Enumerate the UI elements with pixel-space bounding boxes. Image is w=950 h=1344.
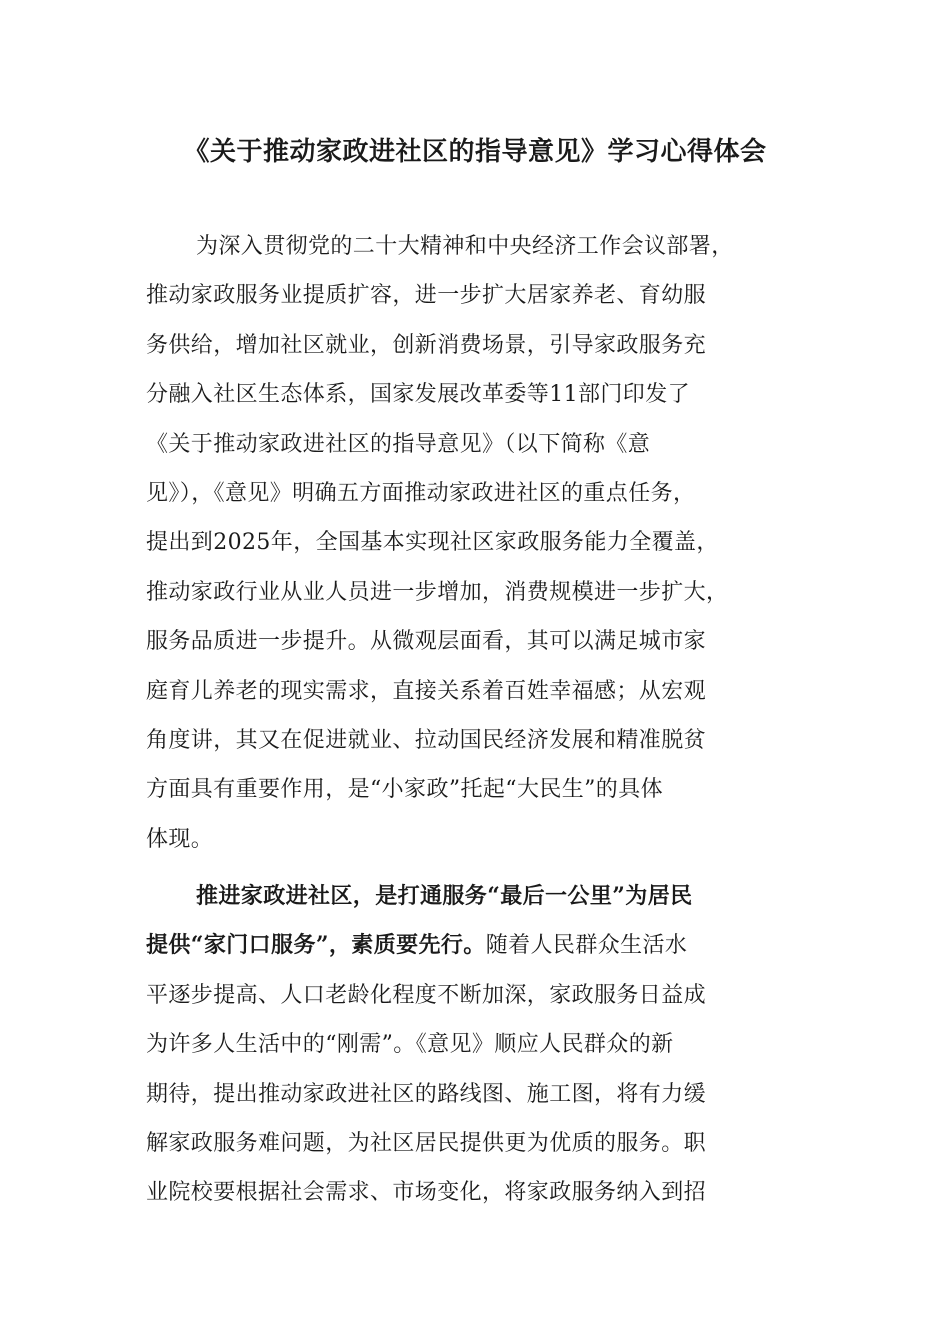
text-line: 庭育儿养老的现实需求，直接关系着百姓幸福感；从宏观 (146, 678, 707, 704)
text-line: 为深入贯彻党的二十大精神和中央经济工作会议部署， (196, 234, 734, 259)
text-line: 分融入社区生态体系，国家发展改革委等11部门印发了 (146, 382, 690, 408)
text-line: 解家政服务难问题，为社区居民提供更为优质的服务。职 (146, 1130, 707, 1156)
text-line: 期待，提出推动家政进社区的路线图、施工图，将有力缓 (146, 1081, 707, 1107)
text-line: 见》），《意见》明确五方面推动家政进社区的重点任务， (146, 480, 696, 506)
document-title: 《关于推动家政进社区的指导意见》学习心得体会 (183, 137, 767, 167)
text-line: 业院校要根据社会需求、市场变化，将家政服务纳入到招 (146, 1180, 707, 1206)
text-line: 务供给，增加社区就业，创新消费场景，引导家政服务充 (146, 332, 707, 358)
text-line: 方面具有重要作用，是“小家政”托起“大民生”的具体 (146, 777, 663, 803)
regular-text: 随着人民群众生活水 (485, 933, 688, 959)
text-line: 推动家政服务业提质扩容，进一步扩大居家养老、育幼服 (146, 283, 707, 309)
text-line: 提出到2025年，全国基本实现社区家政服务能力全覆盖， (146, 530, 719, 556)
text-line: 角度讲，其又在促进就业、拉动国民经济发展和精准脱贫 (146, 727, 707, 753)
text-line: 推动家政行业从业人员进一步增加，消费规模进一步扩大， (146, 579, 729, 605)
text-line: 体现。 (146, 826, 214, 852)
text-line-mixed (146, 921, 806, 970)
paragraph-2 (146, 872, 806, 1218)
bold-lead-text: 提供“家门口服务”，素质要先行。 (146, 932, 486, 959)
text-line: 平逐步提高、人口老龄化程度不断加深，家政服务日益成 (146, 982, 707, 1008)
text-line: 《关于推动家政进社区的指导意见》（以下简称《意 (146, 431, 651, 457)
paragraph-1 (146, 222, 806, 864)
text-line: 为许多人生活中的“刚需”。《意见》顺应人民群众的新 (146, 1032, 674, 1058)
text-line: 服务品质进一步提升。从微观层面看，其可以满足城市家 (146, 629, 707, 655)
text-line-bold: 推进家政进社区，是打通服务“最后一公里”为居民 (196, 883, 693, 909)
